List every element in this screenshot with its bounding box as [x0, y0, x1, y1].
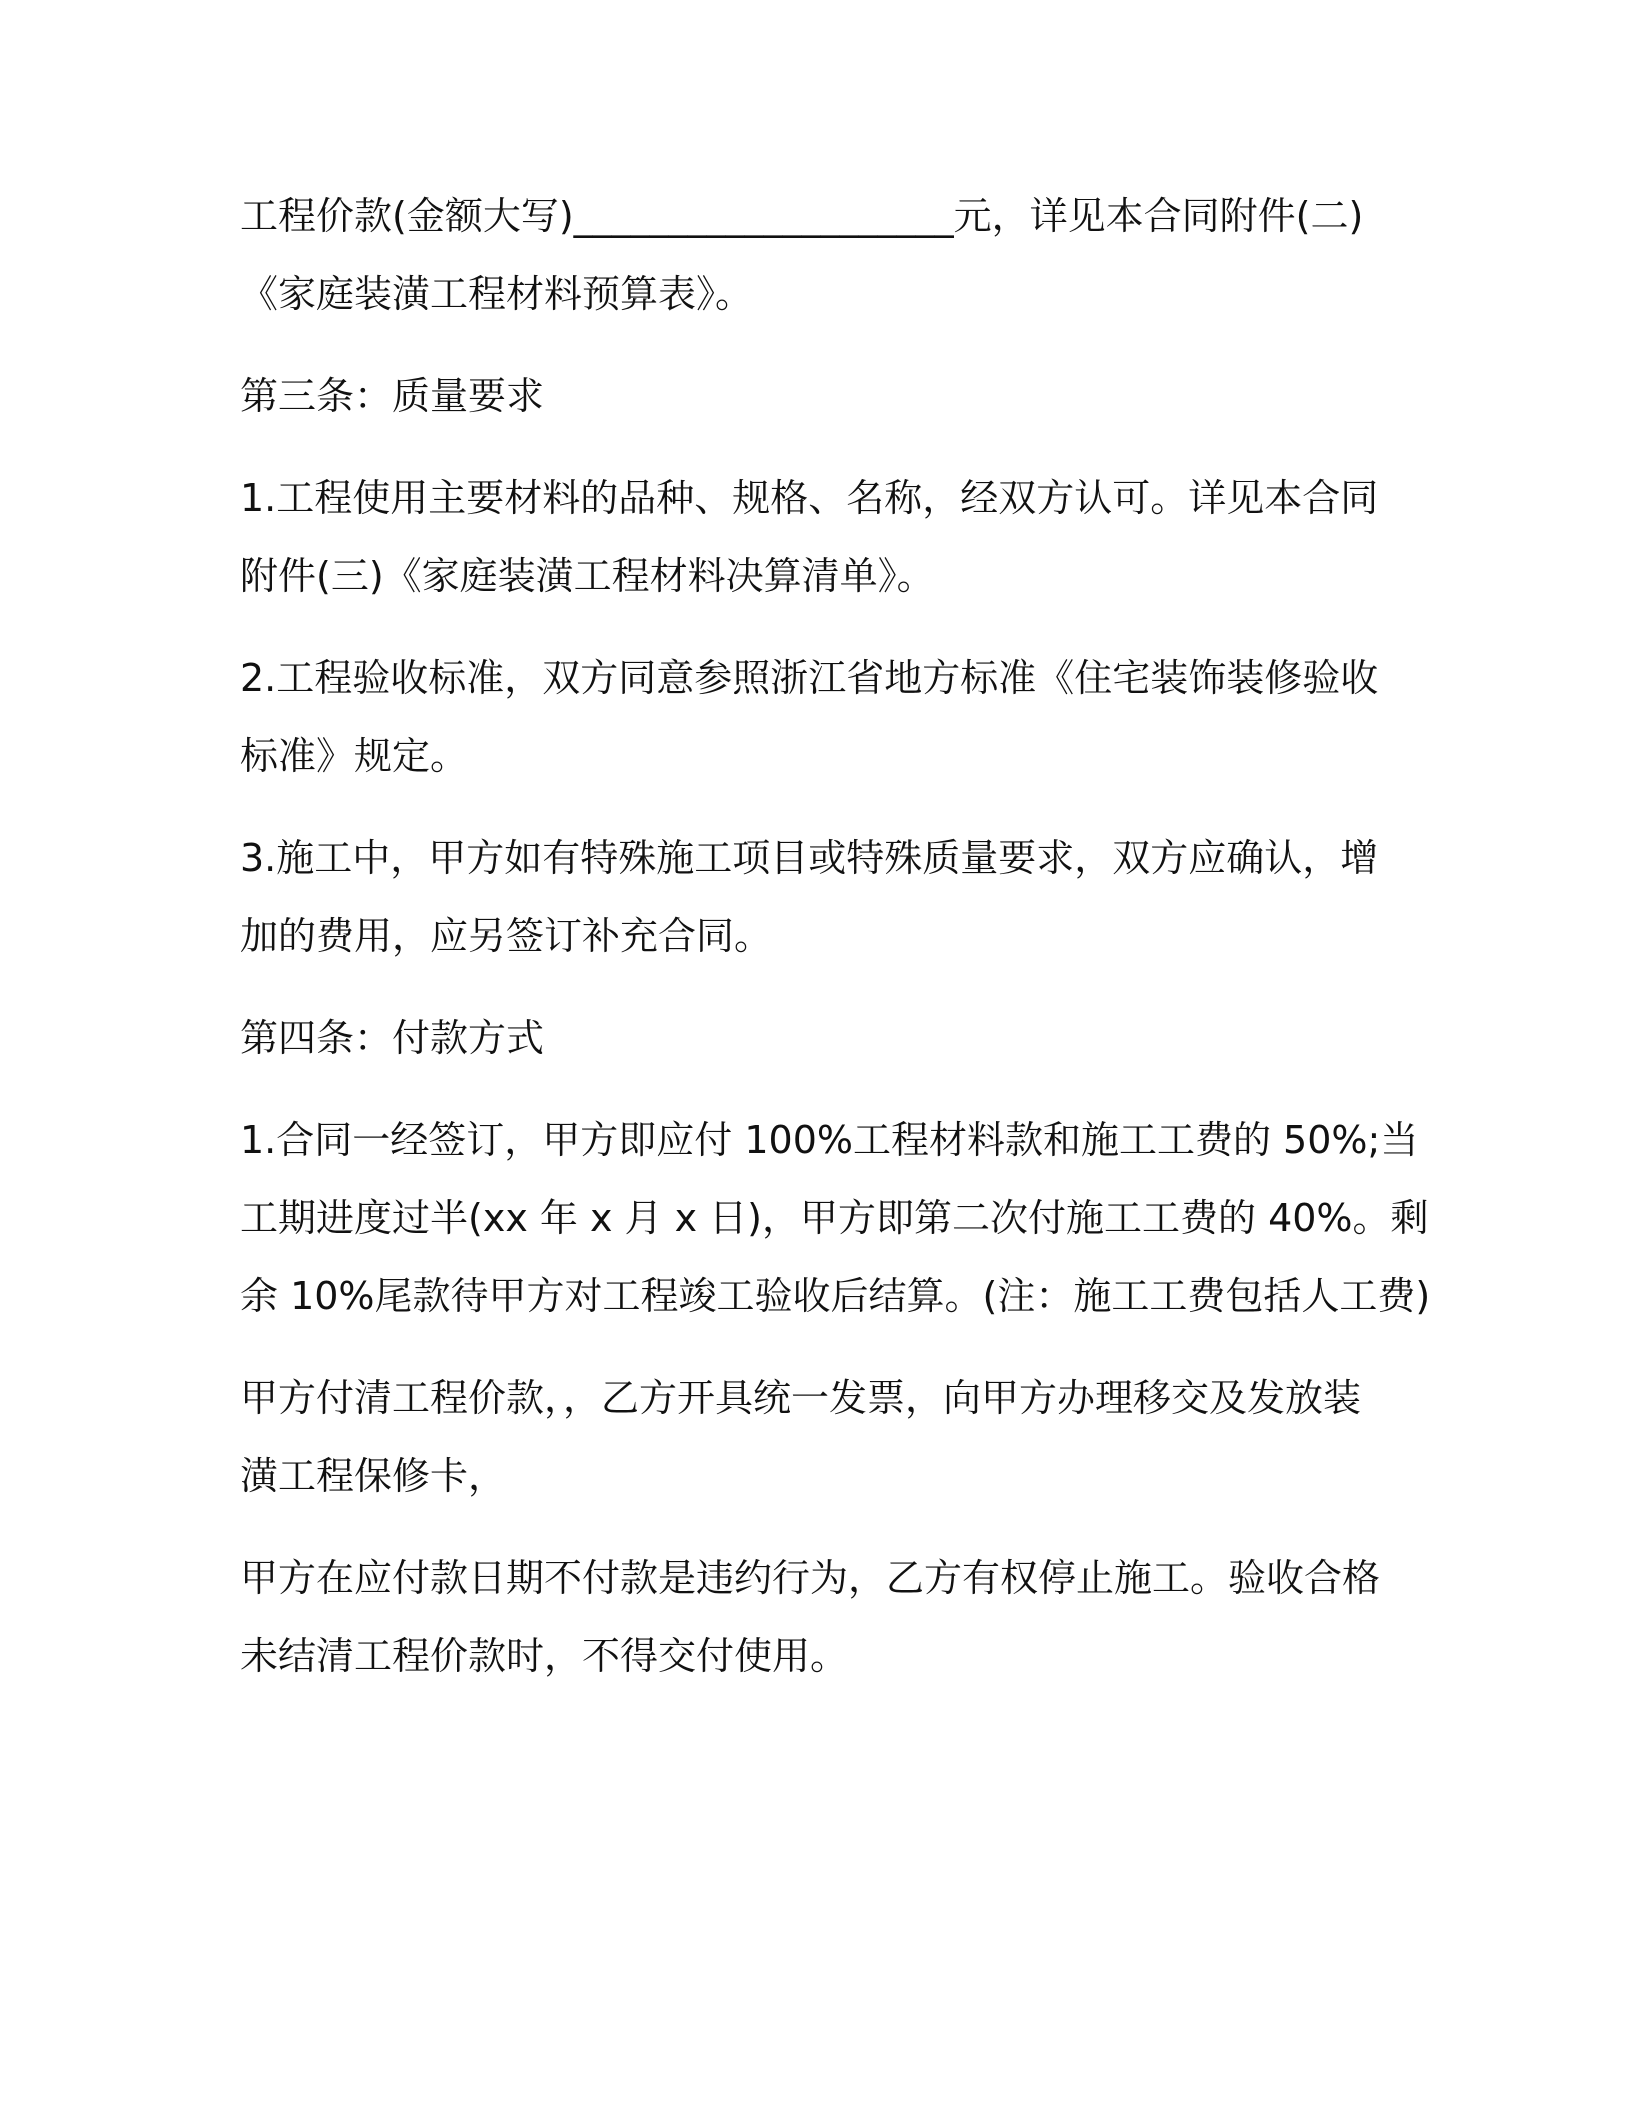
text-line: 附件(三)《家庭装潢工程材料决算清单》。 [240, 554, 935, 598]
text-line: 标准》规定。 [240, 734, 469, 778]
text-line: 潢工程保修卡， [240, 1454, 507, 1498]
text-line: 1.工程使用主要材料的品种、规格、名称，经双方认可。详见本合同 [240, 476, 1379, 520]
article-3-heading [240, 357, 1430, 435]
price-clause-paragraph [240, 177, 1430, 333]
section-heading: 第三条：质量要求 [240, 374, 545, 418]
article-3-item-2 [240, 639, 1430, 795]
text-line: 甲方在应付款日期不付款是违约行为，乙方有权停止施工。验收合格 [240, 1556, 1381, 1600]
text-line: 未结清工程价款时，不得交付使用。 [240, 1634, 849, 1678]
text-line: 甲方付清工程价款，，乙方开具统一发票，向甲方办理移交及发放装 [240, 1376, 1362, 1420]
text-line: 2.工程验收标准，双方同意参照浙江省地方标准《住宅装饰装修验收 [240, 656, 1379, 700]
article-4-item-1 [240, 1101, 1430, 1335]
section-heading: 第四条：付款方式 [240, 1016, 545, 1060]
invoice-clause [240, 1359, 1430, 1515]
text-line: 余 10%尾款待甲方对工程竣工验收后结算。(注：施工工费包括人工费) [240, 1274, 1431, 1318]
text-line: 《家庭装潢工程材料预算表》。 [240, 272, 754, 316]
text-line: 3.施工中，甲方如有特殊施工项目或特殊质量要求，双方应确认，增 [240, 836, 1379, 880]
text-line: 加的费用，应另签订补充合同。 [240, 914, 773, 958]
article-3-item-3 [240, 819, 1430, 975]
default-clause [240, 1539, 1430, 1695]
text-line: 1.合同一经签订，甲方即应付 100%工程材料款和施工工费的 50%;当 [240, 1118, 1419, 1162]
text-line: 工期进度过半(xx 年 x 月 x 日)，甲方即第二次付施工工费的 40%。剩 [240, 1196, 1429, 1240]
article-3-item-1 [240, 459, 1430, 615]
article-4-heading [240, 999, 1430, 1077]
text-line: 工程价款(金额大写)____________________元，详见本合同附件(二) [240, 194, 1364, 238]
